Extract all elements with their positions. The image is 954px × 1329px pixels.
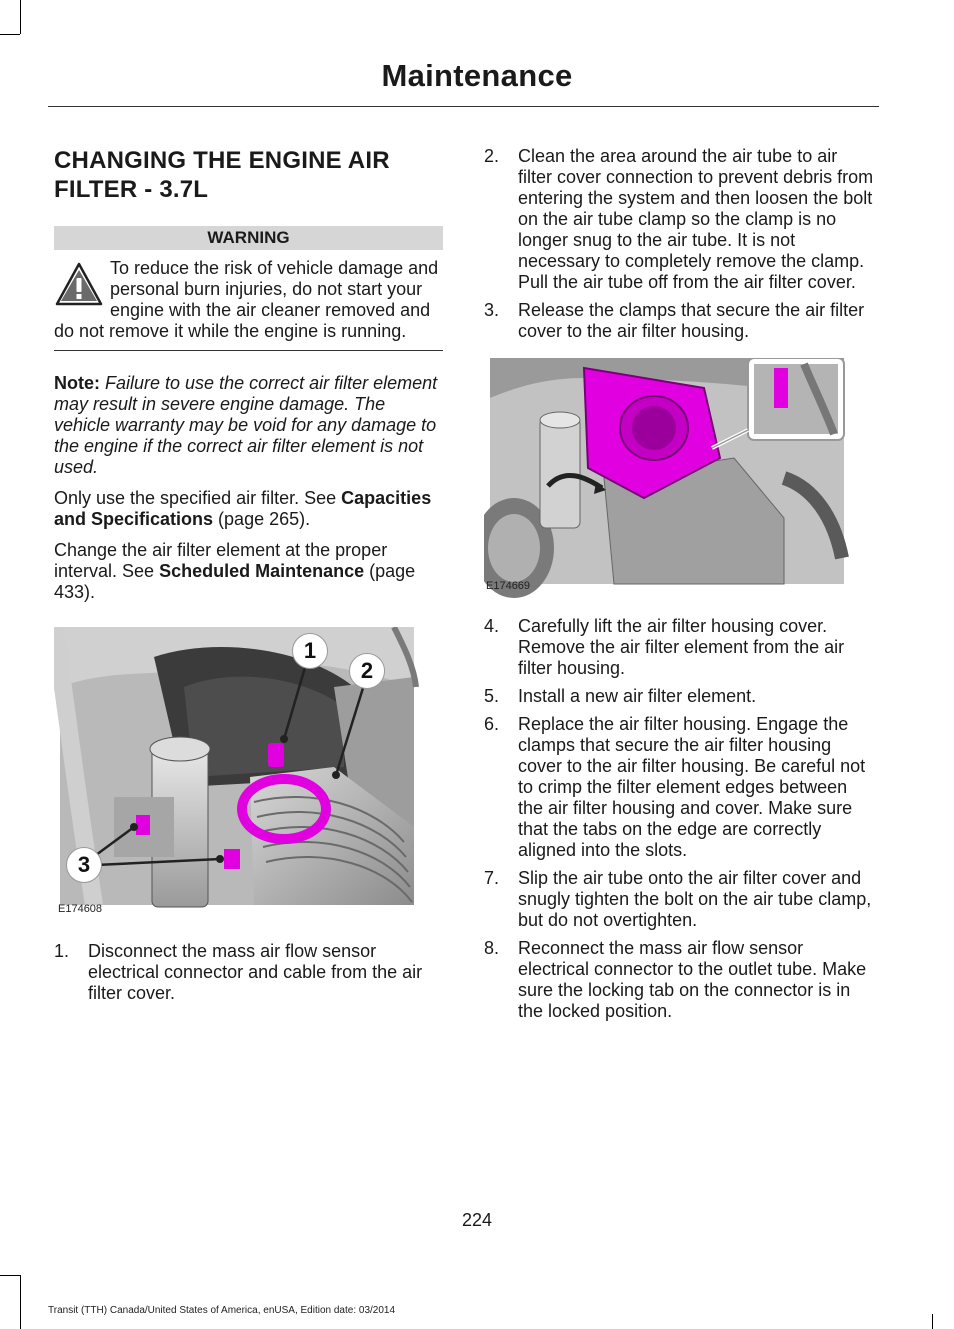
crop-mark xyxy=(20,0,21,34)
step-2 xyxy=(484,146,876,293)
footer-edition: Transit (TTH) Canada/United States of America, enUSA, Edition date: 03/2014 xyxy=(48,1305,396,1316)
warning-text: To reduce the risk of vehicle damage and personal burn injuries, do not start your engine with the air cleaner removed and do not remove it while the engine is running. xyxy=(54,258,439,341)
crop-mark xyxy=(932,1314,933,1329)
paragraph-interval xyxy=(54,540,443,603)
step-number: 2. xyxy=(484,146,500,166)
paragraph-filter-spec xyxy=(54,488,443,530)
step-number: 7. xyxy=(484,868,500,888)
section-heading: CHANGING THE ENGINE AIR FILTER - 3.7L xyxy=(54,147,390,203)
step-text: Install a new air filter element. xyxy=(518,686,757,706)
step-number: 5. xyxy=(484,686,500,706)
page-title: Maintenance xyxy=(381,58,573,93)
step-8 xyxy=(484,938,876,1022)
step-1 xyxy=(54,941,443,1004)
step-number: 6. xyxy=(484,714,500,734)
left-column xyxy=(54,146,443,1004)
figure-engine-air-filter xyxy=(54,627,443,919)
step-6 xyxy=(484,714,876,861)
para-text: Change the air filter element at the proper interval. See xyxy=(54,540,388,581)
crop-mark xyxy=(0,1275,20,1276)
step-3 xyxy=(484,300,876,342)
warning-box xyxy=(54,258,443,342)
step-text: Replace the air filter housing. Engage the clamps that secure the air filter housing cover to the air filter housing. Be careful not to crimp the filter element edges between the air filter housing and cover. Make sure that the tabs on the edge are correctly aligned into the slots. xyxy=(518,714,866,860)
step-text: Carefully lift the air filter housing cover. Remove the air filter element from the air filter housing. xyxy=(518,616,845,678)
step-4 xyxy=(484,616,876,679)
para-text: (page 265). xyxy=(213,509,311,529)
warning-bar: WARNING xyxy=(54,226,443,250)
warning-divider xyxy=(54,350,443,351)
title-divider xyxy=(48,106,879,107)
step-number: 3. xyxy=(484,300,500,320)
step-text: Clean the area around the air tube to air filter cover connection to prevent debris from entering the system and then loosen the bolt on the air tube clamp so the clamp is no longer snug to the air tube. It is not necessary to completely remove the clamp. Pull the air tube off from the air filter cover. xyxy=(518,146,874,292)
crop-mark xyxy=(0,34,20,35)
step-5 xyxy=(484,686,876,707)
step-number: 8. xyxy=(484,938,500,958)
link-scheduled-maintenance[interactable]: Scheduled Maintenance xyxy=(159,561,365,581)
air-filter-illustration xyxy=(484,358,876,598)
step-text: Release the clamps that secure the air filter cover to the air filter housing. xyxy=(518,300,865,341)
step-text: Slip the air tube onto the air filter cover and snugly tighten the bolt on the air tube clamp, but do not overtighten. xyxy=(518,868,872,930)
note-text: Failure to use the correct air filter element may result in severe engine damage. The vehicle warranty may be void for any damage to the engine if the correct air filter element is not used. xyxy=(54,373,438,477)
figure-code: E174669 xyxy=(486,580,531,592)
page-number: 224 xyxy=(461,1210,493,1230)
callout-1: 1 xyxy=(292,633,328,669)
link-capacities[interactable]: Capacities and Specifications xyxy=(54,488,432,529)
para-text: Only use the specified air filter. See xyxy=(54,488,342,508)
step-text: Disconnect the mass air flow sensor electrical connector and cable from the air filter cover. xyxy=(88,941,423,1003)
step-7 xyxy=(484,868,876,931)
crop-mark xyxy=(20,1275,21,1329)
step-number: 1. xyxy=(54,941,70,961)
callout-2: 2 xyxy=(349,653,385,689)
note xyxy=(54,373,443,478)
figure-code: E174608 xyxy=(58,903,103,915)
figure-air-filter-housing xyxy=(484,358,876,598)
warning-triangle-icon xyxy=(54,260,104,308)
step-text: Reconnect the mass air flow sensor electrical connector to the outlet tube. Make sure the locking tab on the connector is in the locked position. xyxy=(518,938,867,1021)
para-text: (page 433). xyxy=(54,561,416,602)
callout-3: 3 xyxy=(66,847,102,883)
note-label: Note: xyxy=(54,373,100,393)
right-column xyxy=(484,146,876,1022)
step-number: 4. xyxy=(484,616,500,636)
